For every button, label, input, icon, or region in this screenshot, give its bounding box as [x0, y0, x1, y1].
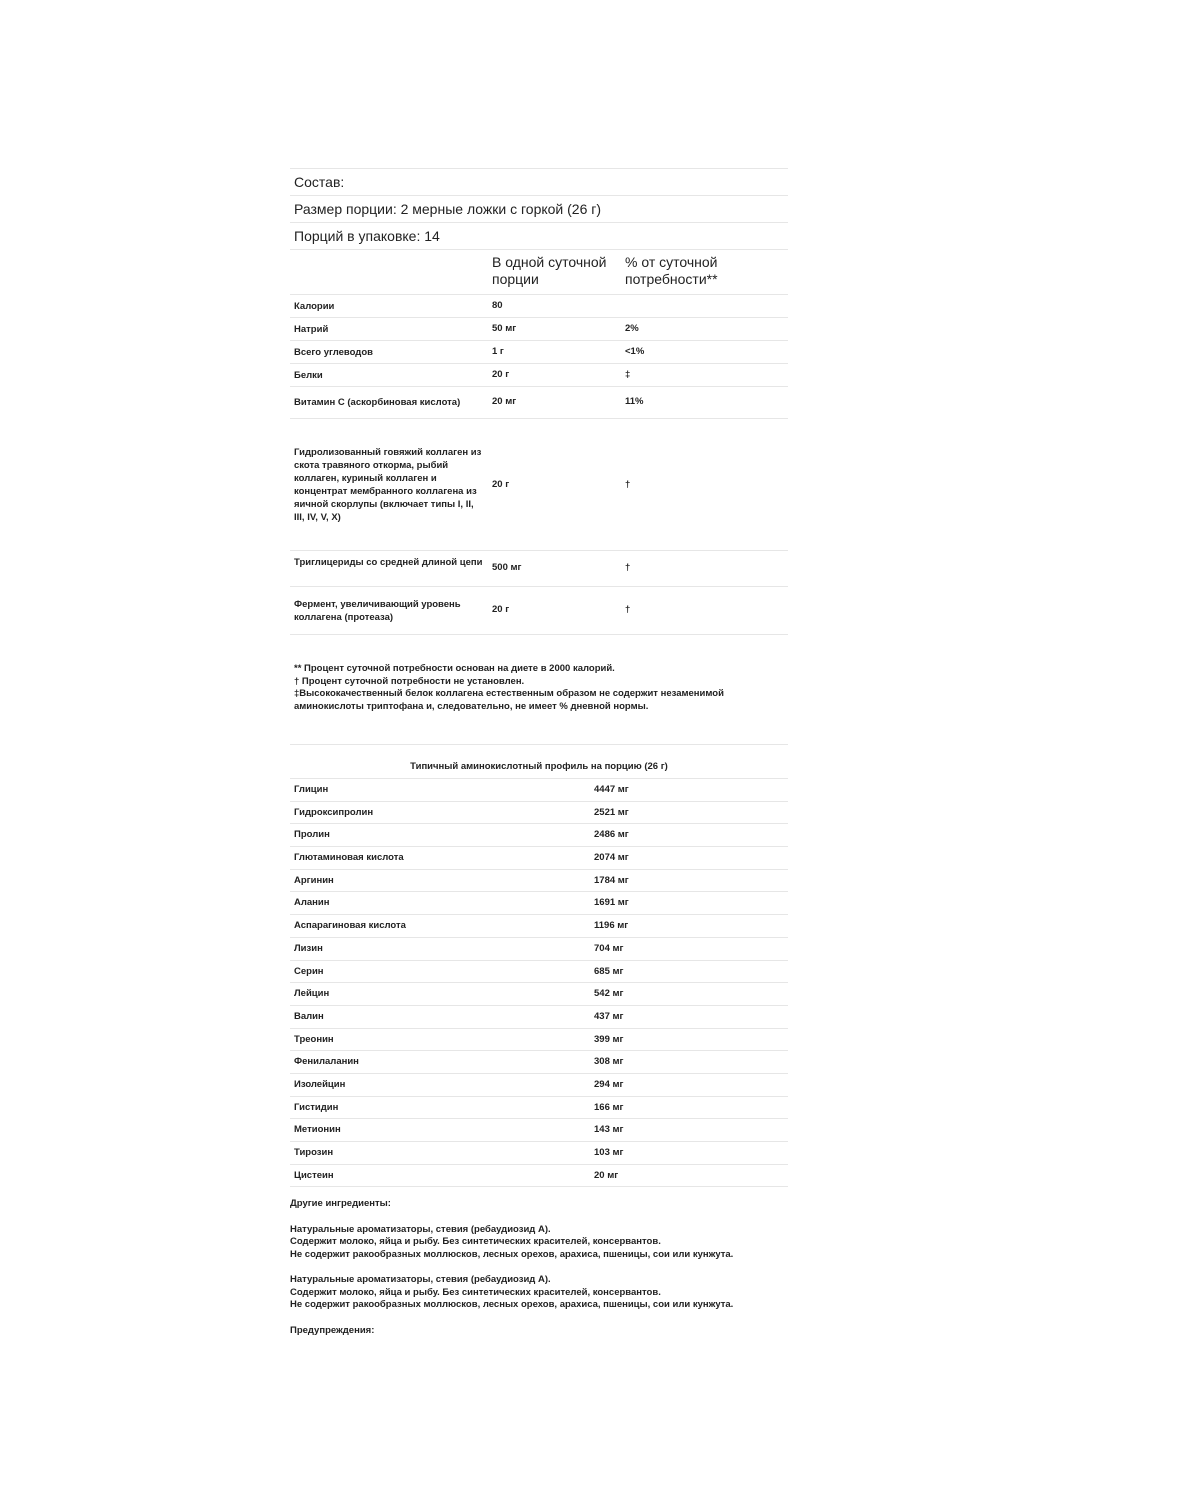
nutrient-name: Калории: [294, 301, 335, 312]
nutrient-row: [290, 364, 788, 387]
nutrient-dv: 11%: [625, 396, 644, 407]
amino-name: Серин: [294, 965, 324, 977]
amino-name: Аланин: [294, 897, 330, 909]
amino-name: Пролин: [294, 829, 330, 841]
amino-value: 2486 мг: [594, 829, 629, 841]
amino-name: Валин: [294, 1010, 324, 1022]
table-row: [290, 915, 788, 938]
nutrient-row: [290, 341, 788, 364]
footnote: ‡Высококачественный белок коллагена естественным образом не содержит незаменимой: [294, 688, 724, 699]
nutrient-name: Триглицериды со средней длиной цепи: [294, 557, 483, 568]
amino-value: 166 мг: [594, 1101, 624, 1113]
nutrient-amount: 500 мг: [492, 562, 522, 573]
nutrient-name: Гидролизованный говяжий коллаген из скота травяного откорма, рыбий коллаген, куриный коллаген и концентрат мембранного коллагена из яичной скорлупы (включает типы I, II, III, IV, V, X): [294, 447, 482, 523]
table-row: [290, 1029, 788, 1052]
column-per-serving: В одной суточной порции: [492, 254, 607, 287]
ingredients-line: Не содержит ракообразных моллюсков, лесных орехов, арахиса, пшеницы, сои или кунжута.: [290, 1248, 734, 1260]
table-row: [290, 1006, 788, 1029]
other-ingredients-title: Другие ингредиенты:: [290, 1198, 391, 1209]
table-row: [290, 1051, 788, 1074]
amino-value: 542 мг: [594, 988, 624, 1000]
amino-name: Глютаминовая кислота: [294, 852, 404, 864]
amino-name: Лизин: [294, 942, 323, 954]
nutrient-row: [290, 387, 788, 419]
nutrient-name: Витамин С (аскорбиновая кислота): [294, 397, 461, 408]
amino-value: 1691 мг: [594, 897, 629, 909]
footnote: аминокислоты триптофана и, следовательно, не имеет % дневной нормы.: [294, 700, 649, 712]
amino-name: Гистидин: [294, 1101, 339, 1113]
amino-name: Аргинин: [294, 874, 334, 886]
nutrient-row: [290, 587, 788, 635]
amino-acid-table: [290, 744, 788, 1187]
amino-value: 399 мг: [594, 1033, 624, 1045]
nutrient-dv: <1%: [625, 346, 645, 357]
amino-name: Глицин: [294, 784, 329, 795]
amino-value: 103 мг: [594, 1147, 624, 1158]
table-row: [290, 1165, 788, 1188]
warnings-title: Предупреждения:: [290, 1324, 375, 1336]
table-row: [290, 1119, 788, 1142]
amino-name: Аспарагиновая кислота: [294, 920, 406, 932]
table-row: [290, 961, 788, 984]
amino-table-title: Типичный аминокислотный профиль на порцию (26 г): [290, 745, 788, 779]
amino-name: Изолейцин: [294, 1078, 346, 1090]
nutrient-amount: 20 г: [492, 369, 510, 380]
amino-value: 2521 мг: [594, 806, 629, 818]
nutrient-dv: ‡: [625, 369, 631, 380]
amino-value: 294 мг: [594, 1078, 624, 1090]
supplement-facts-table: [290, 168, 788, 635]
amino-value: 704 мг: [594, 942, 624, 954]
ingredients-line: Натуральные ароматизаторы, стевия (ребаудиозид А).: [290, 1223, 551, 1235]
amino-value: 1196 мг: [594, 920, 629, 932]
nutrient-amount: 1 г: [492, 346, 504, 357]
amino-value: 4447 мг: [594, 784, 629, 795]
nutrient-dv: †: [625, 604, 631, 615]
footnotes: [294, 663, 724, 713]
table-row: [290, 824, 788, 847]
table-row: [290, 779, 788, 802]
nutrient-dv: †: [625, 562, 631, 573]
amino-value: 308 мг: [594, 1056, 624, 1068]
serving-size: Размер порции: 2 мерные ложки с горкой (26 г): [290, 196, 788, 223]
amino-value: 1784 мг: [594, 874, 629, 886]
ingredients-line: Не содержит ракообразных моллюсков, лесных орехов, арахиса, пшеницы, сои или кунжута.: [290, 1299, 734, 1310]
amino-name: Фенилаланин: [294, 1056, 359, 1068]
nutrient-amount: 20 г: [492, 604, 510, 615]
amino-name: Лейцин: [294, 988, 330, 1000]
table-row: [290, 938, 788, 961]
amino-name: Цистеин: [294, 1169, 334, 1181]
nutrient-amount: 20 мг: [492, 396, 517, 407]
nutrient-amount: 50 мг: [492, 323, 517, 334]
column-daily-value: % от суточной потребности**: [625, 254, 718, 287]
table-row: [290, 1142, 788, 1165]
amino-name: Треонин: [294, 1033, 334, 1045]
servings-per-pack: Порций в упаковке: 14: [290, 223, 788, 250]
table-row: [290, 892, 788, 915]
ingredients-line: Натуральные ароматизаторы, стевия (ребаудиозид А).: [290, 1274, 551, 1285]
amino-value: 685 мг: [594, 965, 624, 977]
nutrient-amount: 20 г: [492, 479, 510, 490]
nutrient-name: Фермент, увеличивающий уровень коллагена (протеаза): [294, 599, 461, 623]
nutrient-amount: 80: [492, 300, 503, 311]
amino-value: 20 мг: [594, 1169, 619, 1181]
nutrient-name: Натрий: [294, 324, 329, 335]
table-row: [290, 983, 788, 1006]
other-ingredients: [290, 1198, 733, 1337]
nutrient-row: [290, 419, 788, 551]
ingredients-line: Содержит молоко, яйца и рыбу. Без синтетических красителей, консервантов.: [290, 1286, 661, 1298]
amino-name: Гидроксипролин: [294, 806, 374, 818]
table-row: [290, 847, 788, 870]
nutrient-row: [290, 295, 788, 318]
amino-value: 437 мг: [594, 1010, 624, 1022]
amino-value: 2074 мг: [594, 852, 629, 864]
nutrient-row: [290, 551, 788, 587]
table-row: [290, 802, 788, 825]
footnote: † Процент суточной потребности не установлен.: [294, 675, 525, 687]
nutrient-name: Белки: [294, 370, 323, 381]
nutrient-name: Всего углеводов: [294, 347, 373, 358]
nutrient-dv: †: [625, 479, 631, 490]
table-row: [290, 1074, 788, 1097]
composition-heading: Состав:: [290, 168, 788, 196]
table-row: [290, 870, 788, 893]
amino-name: Тирозин: [294, 1147, 334, 1158]
footnote: ** Процент суточной потребности основан на диете в 2000 калорий.: [294, 663, 615, 674]
column-headers: [290, 250, 788, 295]
table-row: [290, 1097, 788, 1120]
ingredients-line: Содержит молоко, яйца и рыбу. Без синтетических красителей, консервантов.: [290, 1236, 661, 1247]
amino-name: Метионин: [294, 1124, 341, 1136]
amino-value: 143 мг: [594, 1124, 624, 1136]
nutrient-dv: 2%: [625, 323, 639, 334]
nutrient-row: [290, 318, 788, 341]
